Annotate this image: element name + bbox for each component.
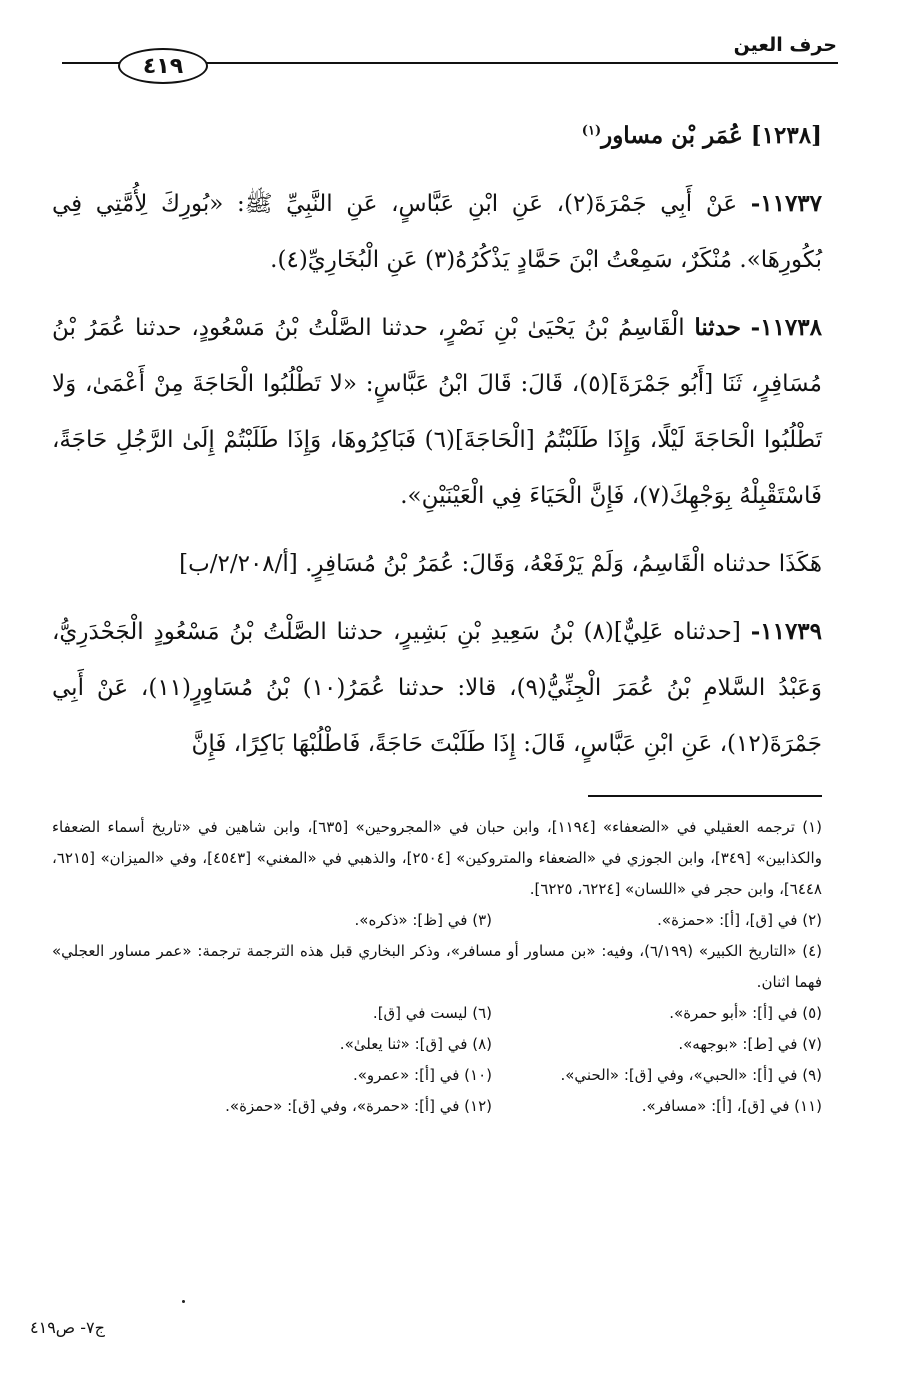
footnote-2: (٢) في [ق]، [أ]: «حمزة». (657, 911, 822, 929)
page-number: ٤١٩ (118, 48, 208, 84)
footnote-6: (٦) ليست في [ق]. (372, 1004, 492, 1022)
footnote-1: (١) ترجمه العقيلي في «الضعفاء» [١١٩٤]، وابن حبان في «المجروحين» [٦٣٥]، وابن شاهين في «تاريخ أسماء الضعفاء والكذابين» [٣٤٩]، وابن الجوزي في «الضعفاء والمتروكين» [٢٥٠٤]، والذهبي في «المغني» [٤٥٤٣]، وفي «الميزان» [٦٢١٥، ٦٤٤٨]، وابن حجر في «اللسان» [٦٢٢٤، ٦٢٢٥]. (52, 818, 822, 898)
entry-title-footnote-ref: (١) (581, 123, 602, 139)
hadith-lead-word: حدثنا (694, 314, 741, 341)
main-text (52, 108, 822, 784)
volume-page-reference: ج٧- ص٤١٩ (30, 1318, 105, 1337)
footnote-row (52, 905, 822, 936)
footnote-5: (٥) في [أ]: «أبو حمرة». (669, 1004, 822, 1022)
footnote-rule (588, 795, 822, 797)
footnote-row (52, 1091, 822, 1122)
entry-title (52, 108, 822, 164)
footnote-row (52, 1060, 822, 1091)
hadith-11738 (52, 300, 822, 524)
footnote-9: (٩) في [أ]: «الحبي»، وفي [ق]: «الحني». (560, 1066, 822, 1084)
footnote-7: (٧) في [ط]: «بوجهه». (678, 1035, 822, 1053)
footnote-10: (١٠) في [أ]: «عمرو». (352, 1066, 492, 1084)
hadith-comment-text: هَكَذَا حدثناه الْقَاسِمُ، وَلَمْ يَرْفَعْهُ، وَقَالَ: عُمَرُ بْنُ مُسَافِرٍ. [أ/٢/٢٠٨/ب] (179, 551, 822, 577)
hadith-text: الْقَاسِمُ بْنُ يَحْيَىٰ بْنِ نَصْرٍ، حدثنا الصَّلْتُ بْنُ مَسْعُودٍ، حدثنا عُمَرُ بْنُ مُسَافِرٍ، ثَنَا [أَبُو جَمْرَةَ](٥)، قَالَ: قَالَ ابْنُ عَبَّاسٍ: «لا تَطْلُبُوا الْحَاجَةَ مِنْ أَعْمَىٰ، وَلا تَطْلُبُوا الْحَاجَةَ لَيْلًا، وَإِذَا طَلَبْتُمُ [الْحَاجَةَ](٦) فَبَاكِرُوهَا، وَإِذَا طَلَبْتُمْ إِلَىٰ الرَّجُلِ حَاجَةً، فَاسْتَقْبِلْهُ بِوَجْهِكَ(٧)، فَإِنَّ الْحَيَاءَ فِي الْعَيْنَيْنِ». (52, 315, 822, 509)
hadith-11739 (52, 604, 822, 772)
hadith-text: عَنْ أَبِي جَمْرَةَ(٢)، عَنِ ابْنِ عَبَّاسٍ، عَنِ النَّبِيِّ ﷺ: «بُورِكَ لِأُمَّتِي فِي بُكُورِهَا». مُنْكَرٌ، سَمِعْتُ ابْنَ حَمَّادٍ يَذْكُرُهُ(٣) عَنِ الْبُخَارِيِّ(٤). (52, 191, 822, 273)
footnote-row (52, 1029, 822, 1060)
hadith-number: ١١٧٣٩- (750, 618, 823, 645)
entry-title-text: [١٢٣٨] عُمَر بْن مساور (601, 122, 822, 149)
hadith-11737 (52, 176, 822, 288)
scan-speck (182, 1300, 185, 1303)
footnote-11: (١١) في [ق]، [أ]: «مسافر». (641, 1097, 822, 1115)
footnote-row (52, 998, 822, 1029)
footnote-8: (٨) في [ق]: «ثنا يعلىٰ». (339, 1035, 492, 1053)
hadith-11738-comment (52, 536, 822, 592)
hadith-number: ١١٧٣٨- (750, 314, 822, 341)
chapter-title: حرف العين (733, 34, 837, 56)
hadith-text: [حدثناه عَلِيٌّ](٨) بْنُ سَعِيدِ بْنِ بَشِيرٍ، حدثنا الصَّلْتُ بْنُ مَسْعُودٍ الْجَحْدَرِيُّ، وَعَبْدُ السَّلامِ بْنُ عُمَرَ الْجِنِّيُّ(٩)، قالا: حدثنا عُمَرُ(١٠) بْنُ مُسَاوِرٍ(١١)، عَنْ أَبِي جَمْرَةَ(١٢)، عَنِ ابْنِ عَبَّاسٍ، قَالَ: إِذَا طَلَبْتَ حَاجَةً، فَاطْلُبْهَا بَاكِرًا، فَإِنَّ (52, 619, 822, 757)
footnotes (52, 812, 822, 1122)
footnote-12: (١٢) في [أ]: «حمرة»، وفي [ق]: «حمزة». (225, 1097, 492, 1115)
footnote-3: (٣) في [ظ]: «ذكره». (354, 911, 492, 929)
hadith-number: ١١٧٣٧- (750, 190, 823, 217)
footnote-4: (٤) «التاريخ الكبير» (٦/١٩٩)، وفيه: «بن مساور أو مسافر»، وذكر البخاري قبل هذه الترجمة ترجمة: «عمر مساور العجلي» فهما اثنان. (52, 942, 822, 991)
